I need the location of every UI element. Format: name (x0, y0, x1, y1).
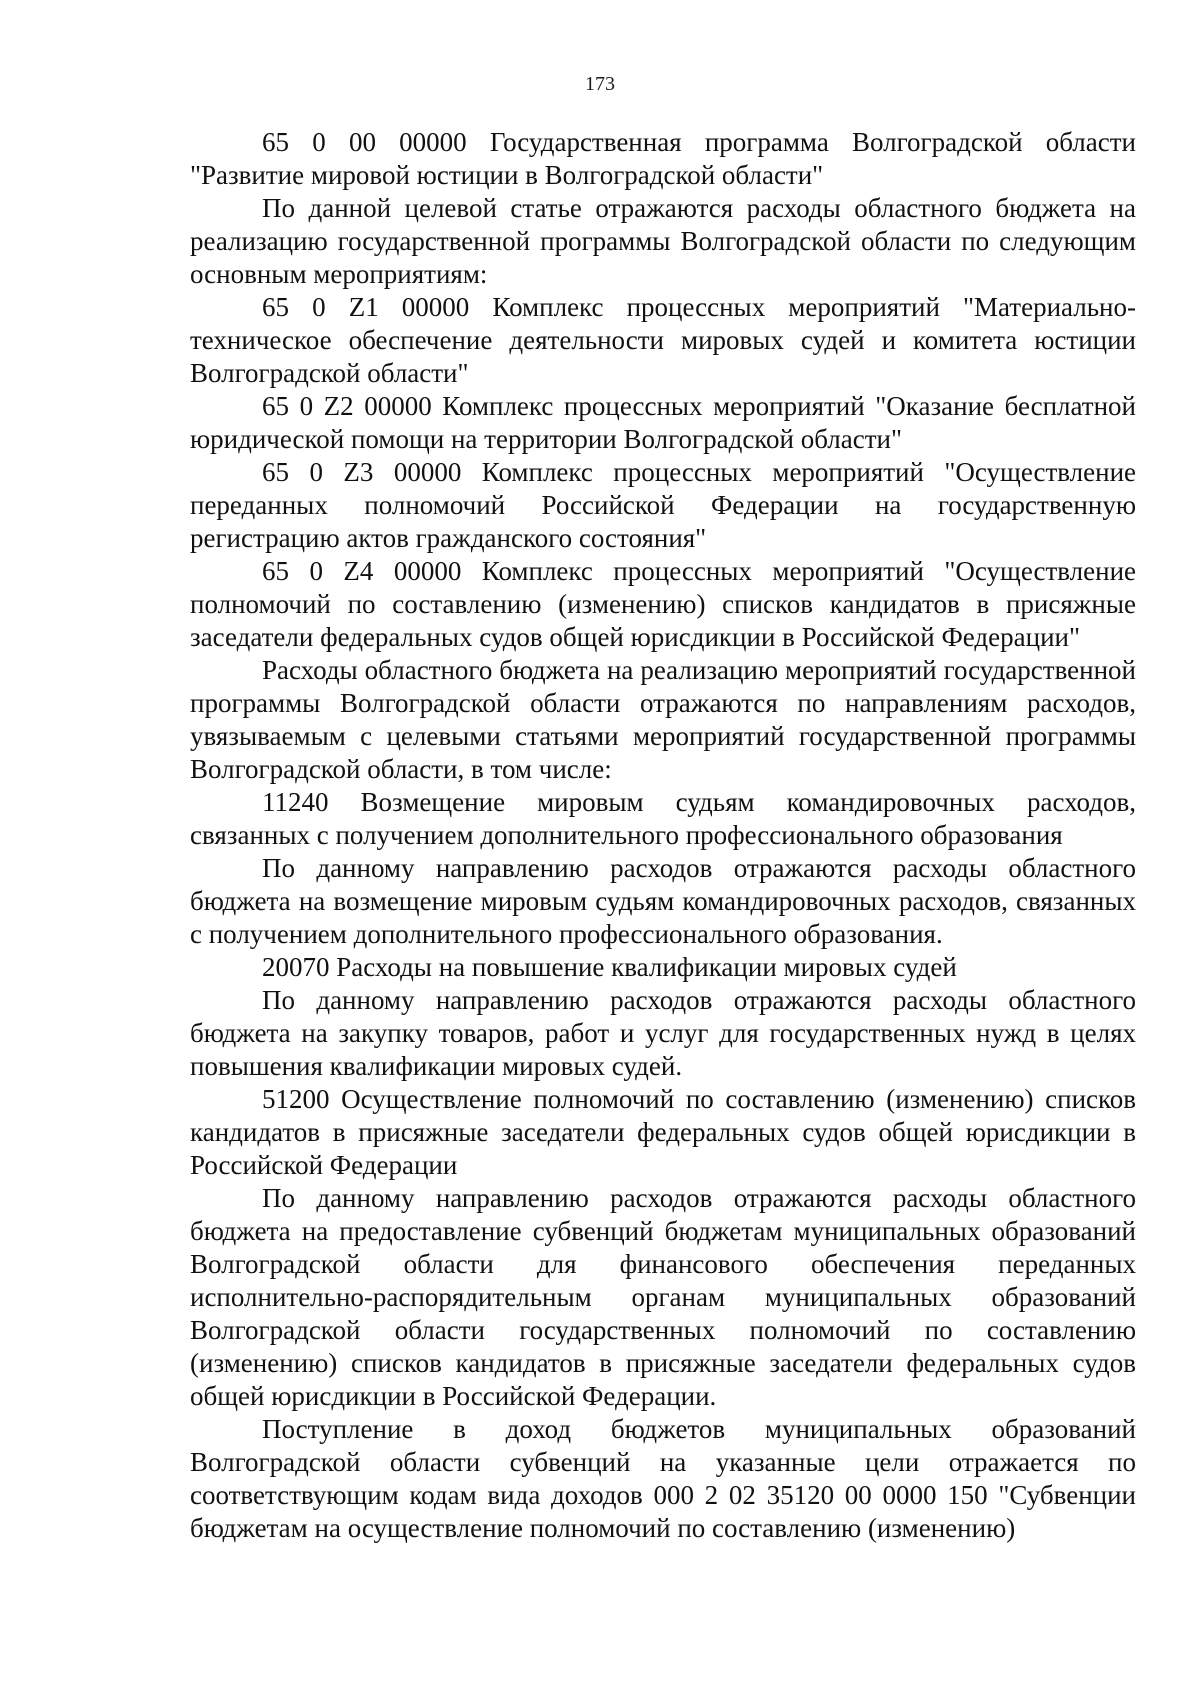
paragraph-code-11240-description: По данному направлению расходов отражаются расходы областного бюджета на возмещение мировым судьям командировочных расходов, связанных с получением дополнительного профессионального образования. (190, 853, 1136, 949)
page-number: 173 (585, 73, 615, 95)
paragraph-measure-z2: 65 0 Z2 00000 Комплекс процессных мероприятий "Оказание бесплатной юридической помощи на территории Волгоградской области" (190, 391, 1136, 454)
paragraph-program-heading: 65 0 00 00000 Государственная программа Волгоградской области "Развитие мировой юстиции в Волгоградской области" (190, 127, 1136, 190)
paragraph-code-20070-description: По данному направлению расходов отражаются расходы областного бюджета на закупку товаров, работ и услуг для государственных нужд в целях повышения квалификации мировых судей. (190, 985, 1136, 1081)
paragraph-code-51200: 51200 Осуществление полномочий по составлению (изменению) списков кандидатов в присяжные заседатели федеральных судов общей юрисдикции в Российской Федерации (190, 1084, 1136, 1180)
paragraph-program-description: По данной целевой статье отражаются расходы областного бюджета на реализацию государственной программы Волгоградской области по следующим основным мероприятиям: (190, 193, 1136, 289)
paragraph-revenue-receipt: Поступление в доход бюджетов муниципальных образований Волгоградской области субвенций на указанные цели отражается по соответствующим кодам вида доходов 000 2 02 35120 00 0000 150 "Субвенции бюджетам на осуществление полномочий по составлению (изменению) (190, 1414, 1136, 1543)
paragraph-measure-z4: 65 0 Z4 00000 Комплекс процессных мероприятий "Осуществление полномочий по составлению (изменению) списков кандидатов в присяжные заседатели федеральных судов общей юрисдикции в Российской Федерации" (190, 556, 1136, 652)
paragraph-code-51200-description: По данному направлению расходов отражаются расходы областного бюджета на предоставление субвенций бюджетам муниципальных образований Волгоградской области для финансового обеспечения переданных исполнительно-распорядительным органам муниципальных образований Волгоградской области государственных полномочий по составлению (изменению) списков кандидатов в присяжные заседатели федеральных судов общей юрисдикции в Российской Федерации. (190, 1183, 1136, 1411)
paragraph-expense-directions: Расходы областного бюджета на реализацию мероприятий государственной программы Волгоградской области отражаются по направлениям расходов, увязываемым с целевыми статьями мероприятий государственной программы Волгоградской области, в том числе: (190, 655, 1136, 784)
paragraph-measure-z1: 65 0 Z1 00000 Комплекс процессных мероприятий "Материально-техническое обеспечение деятельности мировых судей и комитета юстиции Волгоградской области" (190, 292, 1136, 388)
paragraph-code-11240: 11240 Возмещение мировым судьям командировочных расходов, связанных с получением дополнительного профессионального образования (190, 787, 1136, 850)
document-body (190, 126, 1136, 1545)
paragraph-code-20070: 20070 Расходы на повышение квалификации мировых судей (262, 952, 957, 982)
paragraph-measure-z3: 65 0 Z3 00000 Комплекс процессных мероприятий "Осуществление переданных полномочий Российской Федерации на государственную регистрацию актов гражданского состояния" (190, 457, 1136, 553)
